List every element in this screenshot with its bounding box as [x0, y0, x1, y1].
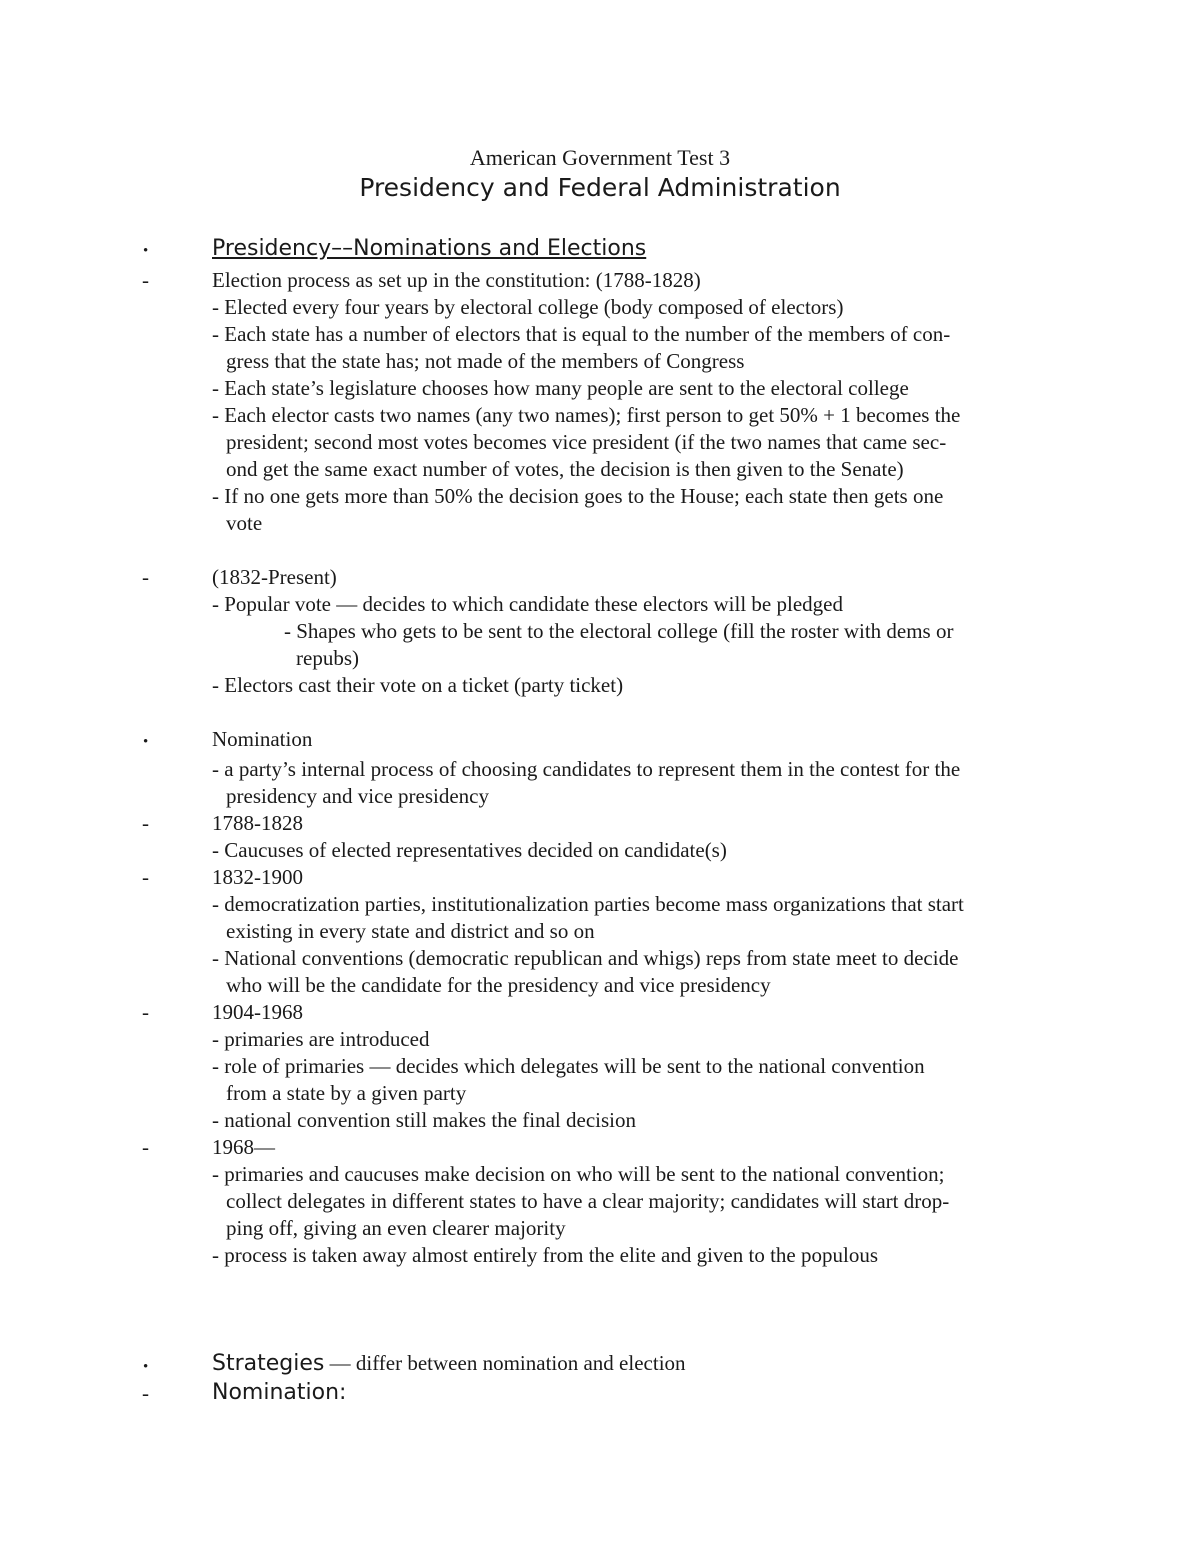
text-line: ping off, giving an even clearer majority — [226, 1216, 566, 1240]
text-line: - Each state’s legislature chooses how many people are sent to the electoral college — [212, 376, 909, 400]
text-line: - Electors cast their vote on a ticket (party ticket) — [212, 673, 624, 697]
text-line: from a state by a given party — [226, 1081, 467, 1105]
text-line: - Each state has a number of electors that is equal to the number of the members of con- — [212, 322, 951, 346]
dash-marker: - — [142, 268, 149, 292]
period-label: 1968— — [212, 1135, 275, 1159]
text-line: ond get the same exact number of votes, the decision is then given to the Senate) — [226, 457, 904, 481]
dash-marker: - — [142, 811, 149, 835]
section-heading-presidency: Presidency––Nominations and Elections — [212, 236, 647, 261]
period-label: 1788-1828 — [212, 811, 303, 835]
dash-marker: - — [142, 565, 149, 589]
strategies-description: — differ between nomination and election — [324, 1351, 686, 1375]
text-line: - Caucuses of elected representatives decided on candidate(s) — [212, 838, 727, 862]
text-line: - democratization parties, institutionalization parties become mass organizations that start — [212, 892, 964, 916]
dash-marker: - — [142, 1000, 149, 1024]
dash-marker: - — [142, 1135, 149, 1159]
period-label: 1904-1968 — [212, 1000, 303, 1024]
text-line: - national convention still makes the final decision — [212, 1108, 636, 1132]
text-line: presidency and vice presidency — [226, 784, 489, 808]
dash-marker: - — [142, 865, 149, 889]
text-line: - Elected every four years by electoral college (body composed of electors) — [212, 295, 844, 319]
text-line: existing in every state and district and so on — [226, 919, 595, 943]
text-line: - Popular vote — decides to which candidate these electors will be pledged — [212, 592, 843, 616]
bullet-marker: • — [143, 243, 149, 259]
text-line: - primaries are introduced — [212, 1027, 430, 1051]
text-line: Election process as set up in the constitution: (1788-1828) — [212, 268, 701, 292]
text-line: vote — [226, 511, 263, 535]
text-line: gress that the state has; not made of the members of Congress — [226, 349, 745, 373]
dash-marker: - — [142, 1381, 149, 1405]
document-title: American Government Test 3 — [469, 145, 731, 170]
text-line: - If no one gets more than 50% the decision goes to the House; each state then gets one — [212, 484, 944, 508]
period-label: 1832-1900 — [212, 865, 303, 889]
text-line: - Each elector casts two names (any two names); first person to get 50% + 1 becomes the — [212, 403, 961, 427]
text-line: - National conventions (democratic republican and whigs) reps from state meet to decide — [212, 946, 959, 970]
text-line: president; second most votes becomes vice president (if the two names that came sec- — [226, 430, 947, 454]
text-line: collect delegates in different states to have a clear majority; candidates will start drop- — [226, 1189, 950, 1213]
text-line: who will be the candidate for the presidency and vice presidency — [226, 973, 771, 997]
document-subtitle: Presidency and Federal Administration — [359, 173, 841, 202]
text-line: - process is taken away almost entirely from the elite and given to the populous — [212, 1243, 878, 1267]
subheading-nomination: Nomination: — [212, 1380, 347, 1405]
text-line: (1832-Present) — [212, 565, 337, 589]
bullet-marker: • — [143, 1359, 149, 1375]
section-heading-nomination: Nomination — [212, 727, 313, 751]
text-line: - a party’s internal process of choosing candidates to represent them in the contest for the — [212, 757, 961, 781]
text-line: - primaries and caucuses make decision on who will be sent to the national convention; — [212, 1162, 945, 1186]
text-line: repubs) — [296, 646, 359, 670]
text-line: - role of primaries — decides which delegates will be sent to the national convention — [212, 1054, 925, 1078]
bullet-marker: • — [143, 734, 149, 750]
strategies-label: Strategies — [212, 1351, 325, 1376]
section-heading-strategies — [212, 1350, 686, 1377]
text-line: - Shapes who gets to be sent to the electoral college (fill the roster with dems or — [284, 619, 954, 643]
